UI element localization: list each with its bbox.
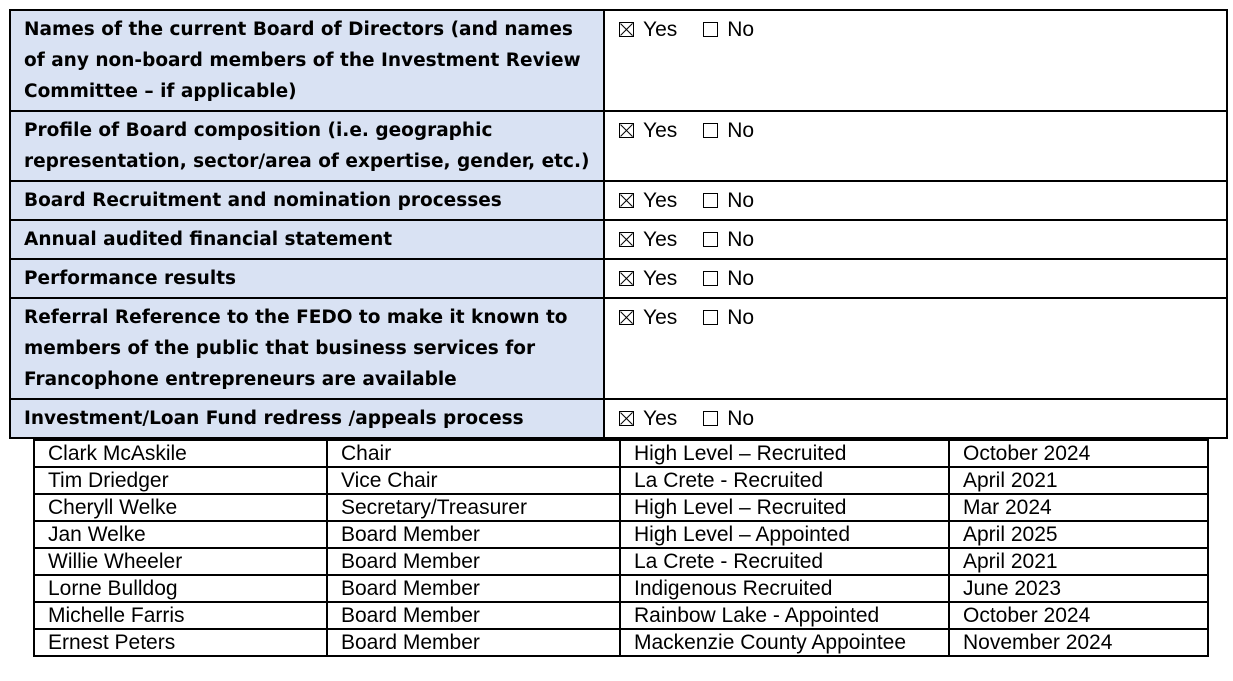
yes-option[interactable]	[619, 224, 677, 255]
member-date: June 2023	[949, 575, 1208, 602]
yes-label: Yes	[643, 189, 678, 212]
member-role: Vice Chair	[327, 467, 620, 494]
disclosure-checklist-table	[9, 9, 1228, 439]
checklist-answer	[604, 181, 1227, 220]
member-name: Clark McAskile	[34, 440, 327, 467]
member-origin: La Crete - Recruited	[620, 467, 949, 494]
member-name: Ernest Peters	[34, 629, 327, 656]
no-option[interactable]	[703, 115, 754, 146]
board-row	[34, 521, 1208, 548]
no-checkbox[interactable]	[703, 411, 718, 426]
member-name: Lorne Bulldog	[34, 575, 327, 602]
yes-checkbox[interactable]	[619, 193, 634, 208]
no-label: No	[727, 18, 755, 41]
checklist-question: Annual audited financial statement	[10, 220, 604, 259]
no-option[interactable]	[703, 302, 754, 333]
member-date: April 2021	[949, 548, 1208, 575]
member-origin: Indigenous Recruited	[620, 575, 949, 602]
no-label: No	[727, 228, 755, 251]
board-row	[34, 629, 1208, 656]
yes-checkbox[interactable]	[619, 22, 634, 37]
checklist-question: Performance results	[10, 259, 604, 298]
checklist-answer	[604, 220, 1227, 259]
member-date: October 2024	[949, 602, 1208, 629]
yes-checkbox[interactable]	[619, 271, 634, 286]
member-role: Chair	[327, 440, 620, 467]
member-name: Cheryll Welke	[34, 494, 327, 521]
checklist-row	[10, 181, 1227, 220]
member-origin: High Level – Appointed	[620, 521, 949, 548]
member-date: November 2024	[949, 629, 1208, 656]
checklist-question: Referral Reference to the FEDO to make it known to members of the public that business services for Francophone entrepreneurs are available	[10, 298, 604, 399]
member-name: Tim Driedger	[34, 467, 327, 494]
yes-option[interactable]	[619, 403, 677, 434]
member-date: April 2021	[949, 467, 1208, 494]
board-members-table	[33, 439, 1209, 657]
member-role: Board Member	[327, 575, 620, 602]
yes-option[interactable]	[619, 302, 677, 333]
no-option[interactable]	[703, 224, 754, 255]
board-row	[34, 575, 1208, 602]
no-checkbox[interactable]	[703, 310, 718, 325]
checklist-row	[10, 259, 1227, 298]
member-name: Michelle Farris	[34, 602, 327, 629]
yes-checkbox[interactable]	[619, 411, 634, 426]
member-role: Board Member	[327, 548, 620, 575]
checklist-row	[10, 10, 1227, 111]
checklist-question: Names of the current Board of Directors (and names of any non-board members of the Investment Review Committee – if applicable)	[10, 10, 604, 111]
yes-option[interactable]	[619, 185, 677, 216]
checklist-question: Board Recruitment and nomination processes	[10, 181, 604, 220]
no-label: No	[727, 189, 755, 212]
no-option[interactable]	[703, 263, 754, 294]
checklist-row	[10, 111, 1227, 181]
checklist-answer	[604, 111, 1227, 181]
checklist-answer	[604, 10, 1227, 111]
no-option[interactable]	[703, 185, 754, 216]
yes-checkbox[interactable]	[619, 123, 634, 138]
board-row	[34, 440, 1208, 467]
no-checkbox[interactable]	[703, 232, 718, 247]
checklist-row	[10, 298, 1227, 399]
yes-option[interactable]	[619, 14, 677, 45]
no-option[interactable]	[703, 14, 754, 45]
member-date: Mar 2024	[949, 494, 1208, 521]
member-origin: La Crete - Recruited	[620, 548, 949, 575]
yes-label: Yes	[643, 119, 678, 142]
checklist-row	[10, 220, 1227, 259]
checklist-question: Profile of Board composition (i.e. geographic representation, sector/area of expertise, gender, etc.)	[10, 111, 604, 181]
checklist-answer	[604, 259, 1227, 298]
yes-label: Yes	[643, 267, 678, 290]
member-role: Secretary/Treasurer	[327, 494, 620, 521]
member-origin: Mackenzie County Appointee	[620, 629, 949, 656]
yes-option[interactable]	[619, 115, 677, 146]
no-label: No	[727, 119, 755, 142]
no-checkbox[interactable]	[703, 193, 718, 208]
no-label: No	[727, 407, 755, 430]
member-name: Jan Welke	[34, 521, 327, 548]
checklist-answer	[604, 298, 1227, 399]
board-row	[34, 467, 1208, 494]
yes-checkbox[interactable]	[619, 232, 634, 247]
yes-label: Yes	[643, 228, 678, 251]
yes-option[interactable]	[619, 263, 677, 294]
member-date: April 2025	[949, 521, 1208, 548]
member-role: Board Member	[327, 629, 620, 656]
yes-checkbox[interactable]	[619, 310, 634, 325]
member-name: Willie Wheeler	[34, 548, 327, 575]
member-date: October 2024	[949, 440, 1208, 467]
board-row	[34, 548, 1208, 575]
no-label: No	[727, 267, 755, 290]
no-checkbox[interactable]	[703, 123, 718, 138]
yes-label: Yes	[643, 407, 678, 430]
board-row	[34, 602, 1208, 629]
yes-label: Yes	[643, 18, 678, 41]
member-role: Board Member	[327, 602, 620, 629]
no-checkbox[interactable]	[703, 271, 718, 286]
no-checkbox[interactable]	[703, 22, 718, 37]
checklist-question: Investment/Loan Fund redress /appeals process	[10, 399, 604, 438]
board-row	[34, 494, 1208, 521]
no-option[interactable]	[703, 403, 754, 434]
member-origin: Rainbow Lake - Appointed	[620, 602, 949, 629]
checklist-answer	[604, 399, 1227, 438]
yes-label: Yes	[643, 306, 678, 329]
no-label: No	[727, 306, 755, 329]
member-role: Board Member	[327, 521, 620, 548]
member-origin: High Level – Recruited	[620, 440, 949, 467]
checklist-row	[10, 399, 1227, 438]
member-origin: High Level – Recruited	[620, 494, 949, 521]
